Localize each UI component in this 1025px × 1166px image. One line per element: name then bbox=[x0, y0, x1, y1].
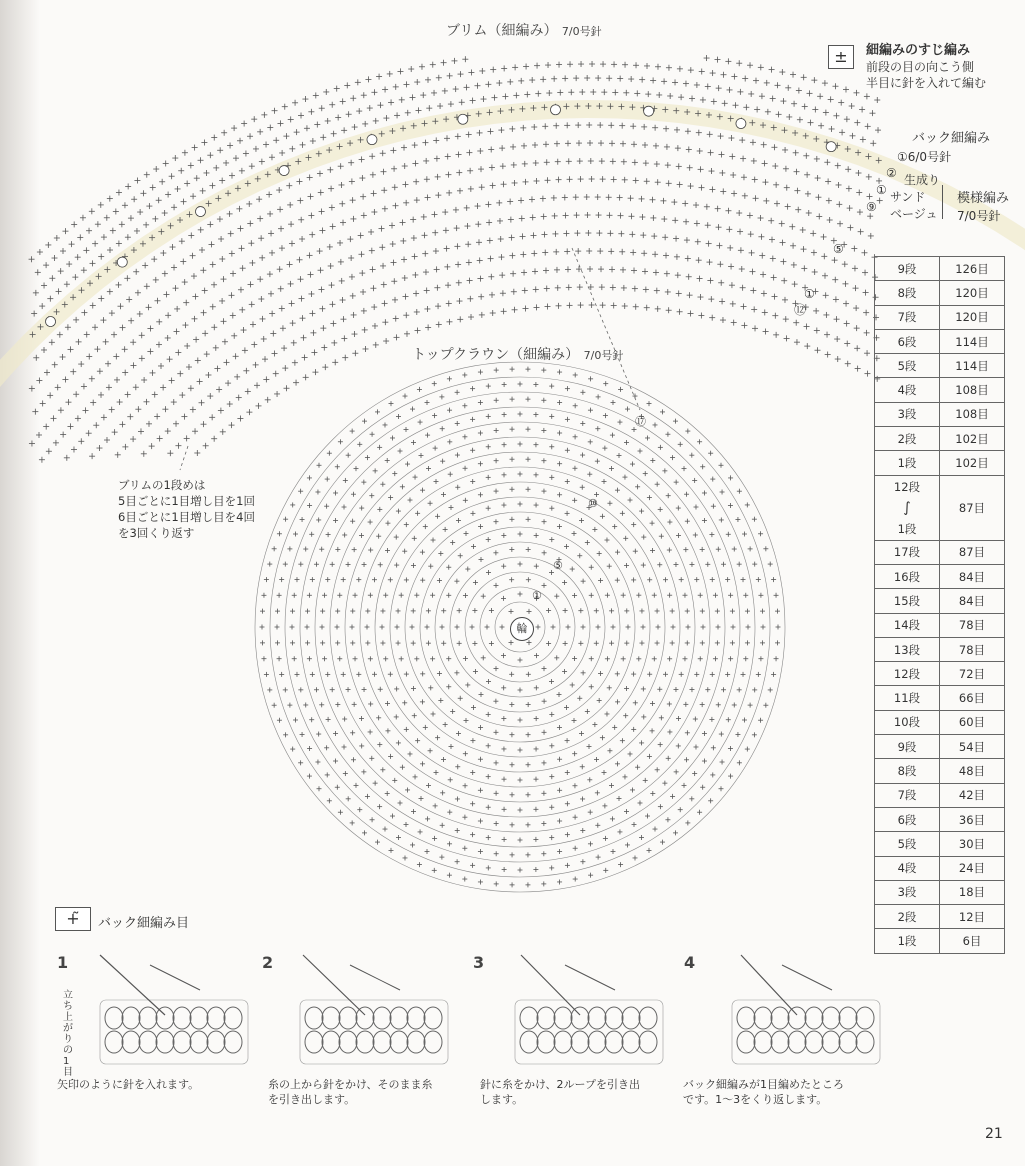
table-row bbox=[875, 710, 1005, 734]
step-caption-4: バック細編みが1目編めたところ です。1～3をくり返します。 bbox=[683, 1078, 844, 1106]
brim-circled-marker bbox=[279, 166, 289, 176]
row-label: 16段 bbox=[875, 564, 940, 588]
fabric-loop bbox=[190, 1031, 208, 1053]
row-label: 7段 bbox=[875, 305, 940, 329]
fabric-loop bbox=[839, 1031, 857, 1053]
stitch-count: 114目 bbox=[940, 329, 1005, 353]
fabric-loop bbox=[339, 1007, 357, 1029]
row-label: 2段 bbox=[875, 427, 940, 451]
step-number-1: 1 bbox=[57, 953, 69, 972]
fabric-loop bbox=[122, 1031, 140, 1053]
fabric-loop bbox=[407, 1031, 425, 1053]
stitch-count: 6目 bbox=[940, 929, 1005, 953]
row-label: 5段 bbox=[875, 354, 940, 378]
brim-circled-marker bbox=[117, 257, 127, 267]
stitch-count: 36目 bbox=[940, 807, 1005, 831]
fabric-loop bbox=[305, 1031, 323, 1053]
row-label: 7段 bbox=[875, 783, 940, 807]
yarn-strand bbox=[350, 965, 400, 990]
yarn-strand bbox=[782, 965, 832, 990]
step-caption-2: 糸の上から針をかけ、そのまま糸 を引き出します。 bbox=[268, 1078, 433, 1106]
row-label: 9段 bbox=[875, 257, 940, 281]
fabric-loop bbox=[771, 1007, 789, 1029]
stitch-count: 102目 bbox=[940, 427, 1005, 451]
fabric-loop bbox=[605, 1031, 623, 1053]
fabric-loop bbox=[322, 1031, 340, 1053]
fabric-loop bbox=[771, 1031, 789, 1053]
stitch-count: 78目 bbox=[940, 637, 1005, 661]
table-row bbox=[875, 540, 1005, 564]
round-9-mark: ⑨ bbox=[866, 200, 877, 214]
fabric-loop bbox=[554, 1031, 572, 1053]
brim-circled-marker bbox=[644, 106, 654, 116]
color-beige: ベージュ bbox=[890, 207, 938, 221]
stitch-count: 78目 bbox=[940, 613, 1005, 637]
fabric-loop bbox=[554, 1007, 572, 1029]
row-label: 14段 bbox=[875, 613, 940, 637]
stitch-count: 60目 bbox=[940, 710, 1005, 734]
stitch-count: 102目 bbox=[940, 451, 1005, 475]
pattern-stitch-label: 模様編み bbox=[957, 191, 1010, 206]
row-label: 5段 bbox=[875, 832, 940, 856]
fabric-loop bbox=[322, 1007, 340, 1029]
fabric-loop bbox=[622, 1007, 640, 1029]
table-row bbox=[875, 856, 1005, 880]
stitch-count: 87目 bbox=[940, 540, 1005, 564]
brim-circled-marker bbox=[826, 142, 836, 152]
row-label: 13段 bbox=[875, 637, 940, 661]
fabric-loop bbox=[839, 1007, 857, 1029]
fabric-loop bbox=[856, 1031, 874, 1053]
fabric-loop bbox=[605, 1007, 623, 1029]
fabric-loop bbox=[805, 1007, 823, 1029]
note-leader bbox=[180, 446, 188, 470]
brim-circled-marker bbox=[550, 105, 560, 115]
stitch-count: 24目 bbox=[940, 856, 1005, 880]
back-sc-step-illustrations bbox=[100, 955, 880, 1064]
stitch-count: 114目 bbox=[940, 354, 1005, 378]
row-label: 9段 bbox=[875, 735, 940, 759]
crown-title: トップクラウン（細編み） 7/0号針 bbox=[412, 347, 624, 363]
group-range-mark: ∫ bbox=[903, 499, 911, 516]
stitch-count: 66目 bbox=[940, 686, 1005, 710]
step-caption-1: 矢印のように針を入れます。 bbox=[57, 1078, 200, 1091]
fabric-loop bbox=[822, 1007, 840, 1029]
fabric-loop bbox=[139, 1031, 157, 1053]
row-label: 11段 bbox=[875, 686, 940, 710]
fabric-loop bbox=[754, 1007, 772, 1029]
stitch-count: 120目 bbox=[940, 281, 1005, 305]
color-kinari: 生成り bbox=[904, 173, 941, 187]
fabric-loop bbox=[190, 1007, 208, 1029]
stitch-count: 108目 bbox=[940, 402, 1005, 426]
table-row bbox=[875, 427, 1005, 451]
yarn-strand bbox=[150, 965, 200, 990]
table-row bbox=[875, 354, 1005, 378]
table-row bbox=[875, 880, 1005, 904]
step-number-2: 2 bbox=[262, 953, 274, 972]
stitch-count: 84目 bbox=[940, 589, 1005, 613]
round-12-mark: ⑫ bbox=[794, 303, 807, 317]
table-row bbox=[875, 637, 1005, 661]
step-number-4: 4 bbox=[684, 953, 696, 972]
fabric-loop bbox=[373, 1031, 391, 1053]
crown-round-5: ⑤ bbox=[553, 559, 563, 572]
fabric-loop bbox=[224, 1007, 242, 1029]
table-row bbox=[875, 735, 1005, 759]
back-sc-section-title: バック細編み目 bbox=[98, 916, 190, 931]
front-loop-sc-symbol: ± bbox=[828, 45, 854, 69]
row-label: 15段 bbox=[875, 589, 940, 613]
fabric-loop bbox=[156, 1031, 174, 1053]
fabric-loop bbox=[105, 1007, 123, 1029]
fabric-loop bbox=[305, 1007, 323, 1029]
crown-round-10: ⑩ bbox=[588, 497, 598, 510]
front-loop-sc-legend: 細編みのすじ編み 前段の目の向こう側 半目に針を入れて編む bbox=[866, 43, 987, 90]
table-row bbox=[875, 589, 1005, 613]
fabric-loop bbox=[537, 1007, 555, 1029]
row-label: 17段 bbox=[875, 540, 940, 564]
step-number-3: 3 bbox=[473, 953, 485, 972]
table-row bbox=[875, 807, 1005, 831]
fabric-loop bbox=[356, 1007, 374, 1029]
stitch-count: 108目 bbox=[940, 378, 1005, 402]
pattern-needle: 7/0号針 bbox=[957, 209, 1001, 223]
stitch-count: 126目 bbox=[940, 257, 1005, 281]
fabric-loop bbox=[424, 1007, 442, 1029]
brim-circled-marker bbox=[367, 135, 377, 145]
brim-contrast-band bbox=[0, 100, 1025, 633]
color-sand: サンド bbox=[890, 190, 926, 204]
row-label: 6段 bbox=[875, 329, 940, 353]
table-row bbox=[875, 783, 1005, 807]
stitch-count: 120目 bbox=[940, 305, 1005, 329]
table-row bbox=[875, 662, 1005, 686]
table-row bbox=[875, 832, 1005, 856]
table-row bbox=[875, 451, 1005, 475]
stitch-count-table bbox=[874, 256, 1005, 954]
stitch-count: 72目 bbox=[940, 662, 1005, 686]
table-row bbox=[875, 929, 1005, 953]
crochet-hook bbox=[303, 955, 365, 1015]
fabric-loop bbox=[571, 1007, 589, 1029]
back-sc-needle: ①6/0号針 bbox=[897, 150, 952, 164]
fabric-loop bbox=[105, 1031, 123, 1053]
table-row bbox=[875, 257, 1005, 281]
table-row bbox=[875, 281, 1005, 305]
stitch-count: 42目 bbox=[940, 783, 1005, 807]
fabric-loop bbox=[339, 1031, 357, 1053]
fabric-loop bbox=[537, 1031, 555, 1053]
fabric-loop bbox=[639, 1031, 657, 1053]
row-label: 1段 bbox=[875, 451, 940, 475]
row-label: 1段 bbox=[875, 929, 940, 953]
fabric-loop bbox=[407, 1007, 425, 1029]
fabric-loop bbox=[356, 1031, 374, 1053]
stitch-count: 48目 bbox=[940, 759, 1005, 783]
table-row bbox=[875, 475, 1005, 540]
fabric-outline bbox=[732, 1000, 880, 1064]
crown-round-1: ① bbox=[532, 589, 542, 602]
table-row bbox=[875, 402, 1005, 426]
fabric-loop bbox=[805, 1031, 823, 1053]
group-from: 12段 bbox=[893, 479, 921, 494]
back-sc-symbol: +̃ bbox=[55, 907, 91, 931]
fabric-loop bbox=[588, 1007, 606, 1029]
turning-chain-label: 立ち上がりの1目 bbox=[63, 990, 73, 1078]
table-row bbox=[875, 305, 1005, 329]
fabric-loop bbox=[207, 1031, 225, 1053]
fabric-loop bbox=[520, 1031, 538, 1053]
stitch-count: 54目 bbox=[940, 735, 1005, 759]
magic-ring-label: 輪 bbox=[510, 617, 534, 641]
round-2-mark: ② bbox=[886, 166, 897, 180]
brim-title: ブリム（細編み） 7/0号針 bbox=[446, 23, 602, 39]
fabric-loop bbox=[139, 1007, 157, 1029]
fabric-loop bbox=[856, 1007, 874, 1029]
row-label: 3段 bbox=[875, 880, 940, 904]
row-label: 4段 bbox=[875, 378, 940, 402]
fabric-loop bbox=[156, 1007, 174, 1029]
round-1-mark: ① bbox=[876, 183, 887, 197]
row-label: 10段 bbox=[875, 710, 940, 734]
brim-circled-marker bbox=[736, 119, 746, 129]
fabric-loop bbox=[822, 1031, 840, 1053]
fabric-outline bbox=[300, 1000, 448, 1064]
fabric-loop bbox=[588, 1031, 606, 1053]
fabric-loop bbox=[424, 1031, 442, 1053]
brim-circled-marker bbox=[458, 114, 468, 124]
table-row bbox=[875, 905, 1005, 929]
table-row bbox=[875, 686, 1005, 710]
stitch-count: 12目 bbox=[940, 905, 1005, 929]
row-label: 2段 bbox=[875, 905, 940, 929]
brim-circled-marker bbox=[46, 316, 56, 326]
row-label: 6段 bbox=[875, 807, 940, 831]
fabric-loop bbox=[173, 1031, 191, 1053]
table-row bbox=[875, 378, 1005, 402]
fabric-loop bbox=[224, 1031, 242, 1053]
stitch-count: 84目 bbox=[940, 564, 1005, 588]
fabric-loop bbox=[622, 1031, 640, 1053]
fabric-loop bbox=[788, 1007, 806, 1029]
crochet-hook bbox=[521, 955, 580, 1015]
fabric-outline bbox=[100, 1000, 248, 1064]
fabric-outline bbox=[515, 1000, 663, 1064]
fabric-loop bbox=[737, 1007, 755, 1029]
fabric-loop bbox=[173, 1007, 191, 1029]
row-label: 12段 bbox=[875, 662, 940, 686]
fabric-loop bbox=[390, 1007, 408, 1029]
table-row bbox=[875, 759, 1005, 783]
stitch-count: 30目 bbox=[940, 832, 1005, 856]
fabric-loop bbox=[571, 1031, 589, 1053]
brim-circled-marker bbox=[195, 207, 205, 217]
fabric-loop bbox=[207, 1007, 225, 1029]
row-label: 8段 bbox=[875, 281, 940, 305]
page-number: 21 bbox=[985, 1126, 1003, 1142]
color-bracket bbox=[942, 185, 953, 219]
fabric-loop bbox=[390, 1031, 408, 1053]
brim-increase-note: ブリムの1段めは 5目ごとに1目増し目を1回 6目ごとに1目増し目を4回 を3回くり返す bbox=[118, 478, 255, 540]
crown-round-17: ⑰ bbox=[635, 415, 646, 428]
table-row bbox=[875, 564, 1005, 588]
row-label: 4段 bbox=[875, 856, 940, 880]
fabric-loop bbox=[520, 1007, 538, 1029]
group-to: 1段 bbox=[897, 521, 917, 536]
yarn-strand bbox=[565, 965, 615, 990]
fabric-loop bbox=[788, 1031, 806, 1053]
back-sc-label: バック細編み bbox=[912, 131, 991, 146]
crochet-hook bbox=[100, 955, 165, 1015]
row-label: 3段 bbox=[875, 402, 940, 426]
fabric-loop bbox=[754, 1031, 772, 1053]
group-stitches: 87目 bbox=[940, 475, 1005, 540]
step-caption-3: 針に糸をかけ、2ループを引き出 します。 bbox=[480, 1078, 641, 1106]
fabric-loop bbox=[373, 1007, 391, 1029]
crochet-hook bbox=[741, 955, 797, 1015]
fabric-loop bbox=[122, 1007, 140, 1029]
table-row bbox=[875, 613, 1005, 637]
table-row bbox=[875, 329, 1005, 353]
fabric-loop bbox=[737, 1031, 755, 1053]
round-1b-mark: ① bbox=[804, 287, 815, 301]
row-label: 8段 bbox=[875, 759, 940, 783]
fabric-loop bbox=[639, 1007, 657, 1029]
stitch-count: 18目 bbox=[940, 880, 1005, 904]
round-5-mark: ⑤ bbox=[833, 242, 844, 256]
